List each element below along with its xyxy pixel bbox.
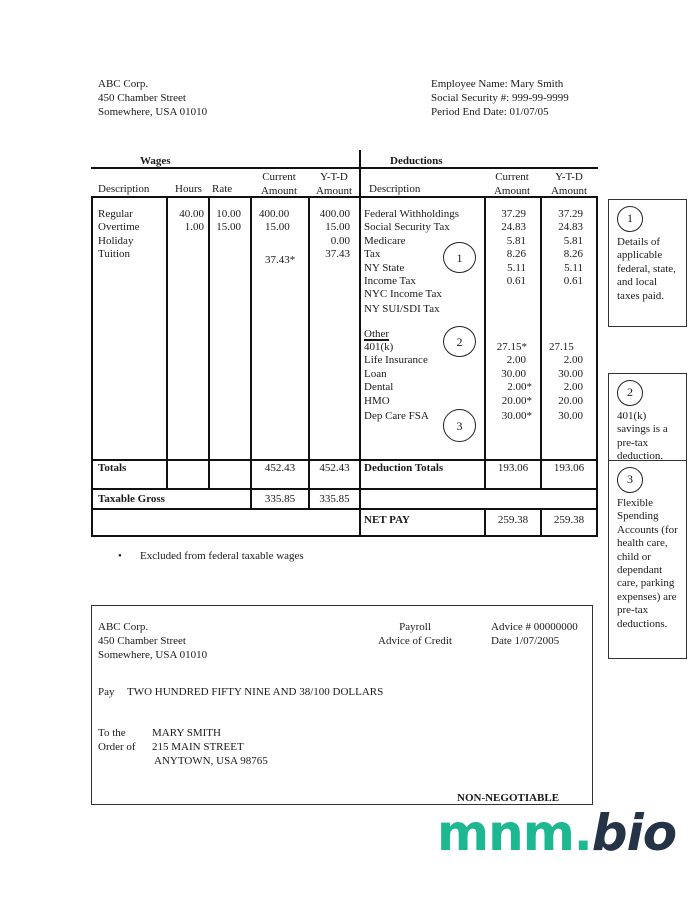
ded-row-description: Tax (364, 248, 381, 261)
employer-city: Somewhere, USA 01010 (98, 106, 208, 118)
watermark-part1: mnm. (437, 804, 592, 862)
ded-row-current: 24.83 (501, 221, 526, 234)
taxable-gross-label: Taxable Gross (98, 493, 165, 505)
wage-row-description: Tuition (98, 248, 131, 261)
ded-other-current: 27.15* (496, 341, 527, 353)
note-2 (608, 373, 687, 461)
wages-totals-ytd: 452.43 (319, 462, 350, 474)
ded-other-ytd: 27.15 (549, 341, 574, 353)
ded-other-description-column (364, 342, 429, 424)
wage-row-current: 37.43* (265, 254, 296, 267)
other-label: Other (364, 328, 390, 340)
wages-hours-column (168, 209, 204, 263)
ded-other-ytd-column (549, 342, 583, 424)
ded-row-ytd: 5.11 (564, 261, 583, 274)
wage-row-rate: 10.00 (216, 208, 241, 220)
header-rule (91, 167, 598, 169)
ded-other-ytd: 2.00 (563, 354, 583, 367)
employee-block (431, 77, 569, 119)
ded-other-current: 2.00 (506, 354, 526, 367)
ded-row-description: Income Tax (364, 274, 416, 287)
ded-tax-current-column (486, 209, 526, 289)
wage-row-rate: 15.00 (216, 221, 241, 234)
ded-other-description: 401(k) (364, 341, 394, 353)
wages-current-column (259, 209, 307, 269)
advice-employer-block (98, 620, 207, 662)
advice-date: Date 1/07/2005 (491, 635, 560, 647)
wage-row-hours: 1.00 (184, 221, 204, 234)
wages-description-column (98, 209, 140, 263)
ded-other-ytd: 2.00 (563, 381, 583, 394)
table-right-border (596, 196, 598, 537)
order-of-labels (98, 726, 136, 754)
deduction-totals-ytd: 193.06 (553, 462, 585, 474)
ded-row-current: 8.26 (506, 248, 526, 261)
advice-employer-name: ABC Corp. (98, 621, 149, 633)
wage-row-hours: 40.00 (179, 208, 204, 220)
employer-street: 450 Chamber Street (98, 92, 186, 104)
ded-header-ytd-line1: Y-T-D (555, 171, 583, 183)
ded-row-ytd: 8.26 (563, 248, 583, 261)
deduction-totals-current: 193.06 (497, 462, 529, 474)
note-2-marker: 2 (617, 380, 643, 406)
pay-label: Pay (98, 686, 115, 698)
advice-title-payroll: Payroll (399, 621, 431, 633)
wages-header-current (252, 170, 306, 198)
ded-other-current: 30.00 (501, 367, 526, 380)
wages-header-ytd-line2: Amount (315, 185, 353, 197)
table-left-border (91, 196, 93, 537)
net-pay-current: 259.38 (497, 514, 529, 526)
wage-row-description: Holiday (98, 234, 134, 247)
watermark-part2: bio (591, 804, 677, 862)
wages-header-hours: Hours (175, 183, 202, 195)
note-1 (608, 199, 687, 327)
ded-row-description: NY State (364, 261, 405, 274)
netpay-top-rule (91, 508, 598, 510)
payee-block (152, 726, 268, 768)
marker-3: 3 (443, 409, 476, 442)
ded-other-description: Dental (364, 381, 394, 394)
employee-ssn: Social Security #: 999-99-9999 (431, 92, 569, 104)
ded-row-current: 5.81 (506, 234, 526, 247)
ded-row-ytd: 37.29 (558, 208, 583, 220)
deduction-totals-label: Deduction Totals (364, 462, 444, 474)
note-3 (608, 460, 687, 659)
ded-header-ytd (542, 170, 596, 198)
note-1-marker: 1 (617, 206, 643, 232)
note-3-marker: 3 (617, 467, 643, 493)
ded-other-current: 2.00* (507, 381, 532, 394)
deductions-title: Deductions (390, 155, 443, 167)
marker-2: 2 (443, 326, 476, 357)
wage-row-ytd: 37.43 (325, 248, 350, 261)
wage-row-ytd: 400.00 (319, 208, 350, 220)
employer-name: ABC Corp. (98, 78, 149, 90)
payee-city: ANYTOWN, USA 98765 (154, 755, 268, 767)
ded-other-current: 20.00* (501, 394, 532, 407)
wage-row-description: Regular (98, 208, 133, 220)
ded-other-ytd: 20.00 (558, 394, 583, 407)
ded-row-description: Medicare (364, 234, 406, 247)
employee-name: Employee Name: Mary Smith (431, 78, 564, 90)
note-2-text: 401(k) savings is a pre-tax deduction. (617, 410, 668, 463)
ded-row-current: 37.29 (501, 208, 526, 220)
wages-ytd-column (310, 209, 350, 263)
pay-amount-words: TWO HUNDRED FIFTY NINE AND 38/100 DOLLARS (127, 686, 384, 698)
period-end-date: Period End Date: 01/07/05 (431, 106, 549, 118)
payee-street: 215 MAIN STREET (152, 741, 244, 753)
ded-row-description: NYC Income Tax (364, 288, 442, 301)
wages-header-current-line1: Current (262, 171, 296, 183)
taxable-gross-ytd: 335.85 (319, 493, 350, 505)
ded-row-current: 0.61 (506, 274, 526, 287)
wages-header-current-line2: Amount (260, 185, 298, 197)
ded-other-ytd: 30.00 (558, 367, 583, 380)
ded-header-current-line1: Current (495, 171, 529, 183)
ded-other-current: 30.00* (501, 409, 532, 422)
ded-other-description: Life Insurance (364, 354, 428, 367)
ded-header-current-line2: Amount (493, 185, 531, 197)
footnote-text: Excluded from federal taxable wages (140, 550, 304, 562)
ded-header-description: Description (369, 183, 421, 195)
wage-row-current: 15.00 (265, 221, 290, 234)
taxable-gross-current: 335.85 (264, 493, 296, 505)
advice-employer-city: Somewhere, USA 01010 (98, 649, 208, 661)
section-divider (359, 150, 361, 537)
order-of-label: Order of (98, 741, 136, 753)
wages-totals-label: Totals (98, 462, 127, 474)
net-pay-label: NET PAY (364, 514, 410, 526)
ded-other-description: HMO (364, 394, 390, 407)
advice-title-credit: Advice of Credit (378, 635, 452, 647)
ded-row-ytd: 0.61 (563, 274, 583, 287)
footnote-bullet: • (118, 550, 122, 562)
ded-tax-ytd-column (542, 209, 583, 289)
non-negotiable: NON-NEGOTIABLE (457, 792, 560, 804)
wages-header-rate: Rate (212, 183, 233, 195)
note-3-text: Flexible Spending Accounts (for health care, child or dependant care, parking expenses) are pre-tax deductions. (617, 497, 678, 630)
watermark-logo (437, 804, 677, 862)
ded-other-current-column (486, 342, 532, 424)
ded-row-ytd: 5.81 (563, 234, 583, 247)
wages-rate-column (210, 209, 241, 263)
ded-other-description: Dep Care FSA (364, 409, 429, 422)
wage-row-hours (168, 249, 204, 262)
wage-row-description: Overtime (98, 221, 140, 234)
net-pay-ytd: 259.38 (553, 514, 585, 526)
employer-block (98, 77, 207, 119)
ded-row-description: NY SUI/SDI Tax (364, 302, 440, 315)
payee-name: MARY SMITH (152, 727, 221, 739)
advice-employer-street: 450 Chamber Street (98, 635, 186, 647)
wages-header-ytd-line1: Y-T-D (320, 171, 348, 183)
marker-1: 1 (443, 242, 476, 273)
wage-row-hours (168, 236, 204, 249)
wages-header-ytd (310, 170, 358, 198)
ded-other-ytd: 30.00 (558, 409, 583, 422)
note-1-text: Details of applicable federal, state, and local taxes paid. (617, 236, 676, 302)
advice-meta (491, 620, 578, 648)
wage-row-rate (210, 249, 241, 262)
wage-row-rate (210, 236, 241, 249)
wage-row-current: 400.00 (259, 208, 290, 220)
ded-row-current: 5.11 (507, 261, 526, 274)
wages-header-description: Description (98, 183, 150, 195)
wage-row-ytd: 0.00 (330, 234, 350, 247)
to-the-label: To the (98, 727, 126, 739)
wage-row-ytd: 15.00 (325, 221, 350, 234)
ded-other-description: Loan (364, 367, 387, 380)
advice-title (370, 620, 460, 648)
ded-row-description: Social Security Tax (364, 221, 450, 234)
wages-title: Wages (140, 155, 171, 167)
table-bottom-rule (91, 535, 598, 537)
advice-number: Advice # 00000000 (491, 621, 578, 633)
ded-header-current (486, 170, 538, 198)
wage-row-current (259, 236, 307, 249)
ded-row-ytd: 24.83 (558, 221, 583, 234)
ded-header-ytd-line2: Amount (550, 185, 588, 197)
ded-row-description: Federal Withholdings (364, 208, 459, 220)
wages-totals-current: 452.43 (264, 462, 296, 474)
